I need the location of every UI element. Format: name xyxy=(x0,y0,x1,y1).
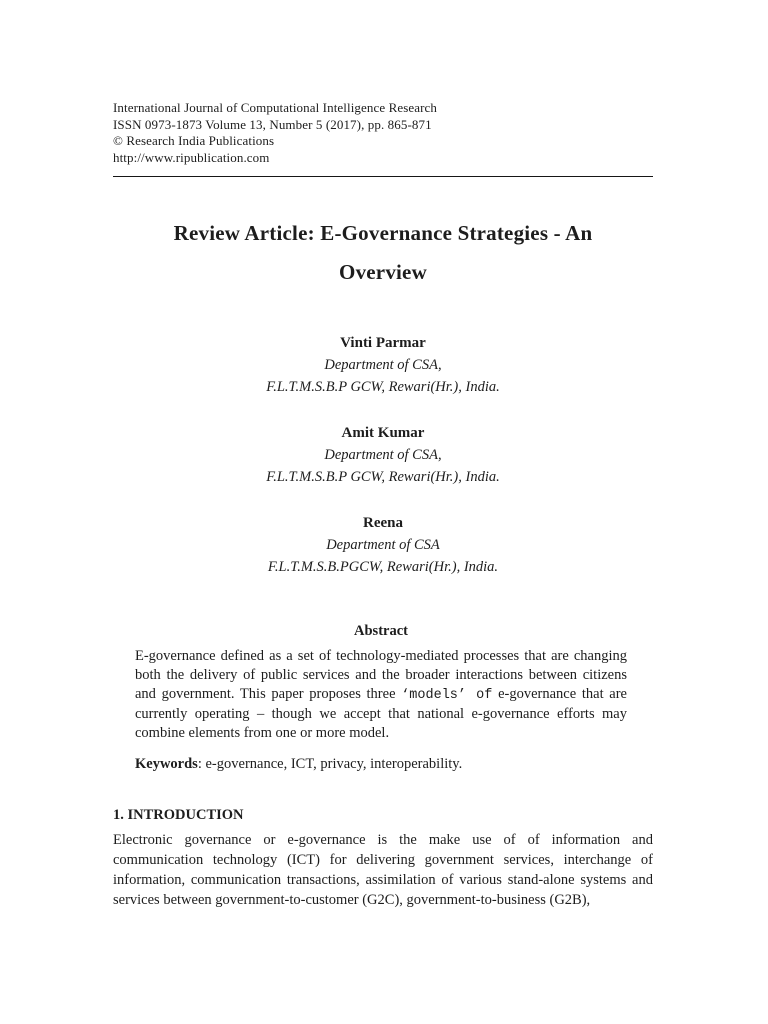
journal-name: International Journal of Computational Intelligence Research xyxy=(113,100,438,115)
author-block xyxy=(113,512,653,578)
introduction-paragraph: Electronic governance or e-governance is the make use of of information and communication technology (ICT) for delivering government services, interchange of information, communication transactions, assimilation of various stand-alone systems and services between government-to-customer (G2C), government-to-business (G2B), xyxy=(113,832,653,908)
author-block xyxy=(113,332,653,398)
author-department: Department of CSA xyxy=(326,537,440,553)
keywords-list: : e-governance, ICT, privacy, interoperability. xyxy=(197,756,463,772)
abstract-section xyxy=(135,622,627,774)
publisher-line: © Research India Publications xyxy=(113,133,275,148)
abstract-text-models-typewriter: ‘models’ of xyxy=(401,688,493,703)
keywords-label: Keywords xyxy=(135,756,198,772)
paper-title xyxy=(113,214,653,292)
keywords-line xyxy=(135,755,627,774)
author-name: Amit Kumar xyxy=(341,425,425,441)
author-department: Department of CSA, xyxy=(324,357,442,373)
header-rule xyxy=(113,176,653,177)
author-block xyxy=(113,422,653,488)
issn-volume-line: ISSN 0973-1873 Volume 13, Number 5 (2017), pp. 865-871 xyxy=(113,116,432,132)
introduction-section xyxy=(113,805,653,910)
title-line-2: Overview xyxy=(339,260,427,284)
author-affiliation: F.L.T.M.S.B.PGCW, Rewari(Hr.), India. xyxy=(267,559,499,575)
introduction-heading: 1. INTRODUCTION xyxy=(113,807,244,823)
abstract-text xyxy=(135,647,627,743)
author-name: Reena xyxy=(363,515,403,531)
abstract-text-part2: e-governance that are currently operating – though we accept that national e-governance efforts may combine elements from one or more model. xyxy=(135,686,627,741)
author-affiliation: F.L.T.M.S.B.P GCW, Rewari(Hr.), India. xyxy=(266,469,500,485)
title-line-1: Review Article: E-Governance Strategies - An xyxy=(173,221,593,245)
author-department: Department of CSA, xyxy=(324,447,442,463)
author-name: Vinti Parmar xyxy=(340,335,426,351)
author-affiliation: F.L.T.M.S.B.P GCW, Rewari(Hr.), India. xyxy=(266,379,500,395)
abstract-heading: Abstract xyxy=(354,623,408,639)
abstract-text-part1: E-governance defined as a set of technology-mediated processes that are changing both the delivery of public services and the broader interactions between citizens and government. This paper proposes three xyxy=(135,648,627,702)
journal-url: http://www.ripublication.com xyxy=(113,149,270,165)
journal-header xyxy=(113,100,653,166)
authors-section xyxy=(113,332,653,578)
